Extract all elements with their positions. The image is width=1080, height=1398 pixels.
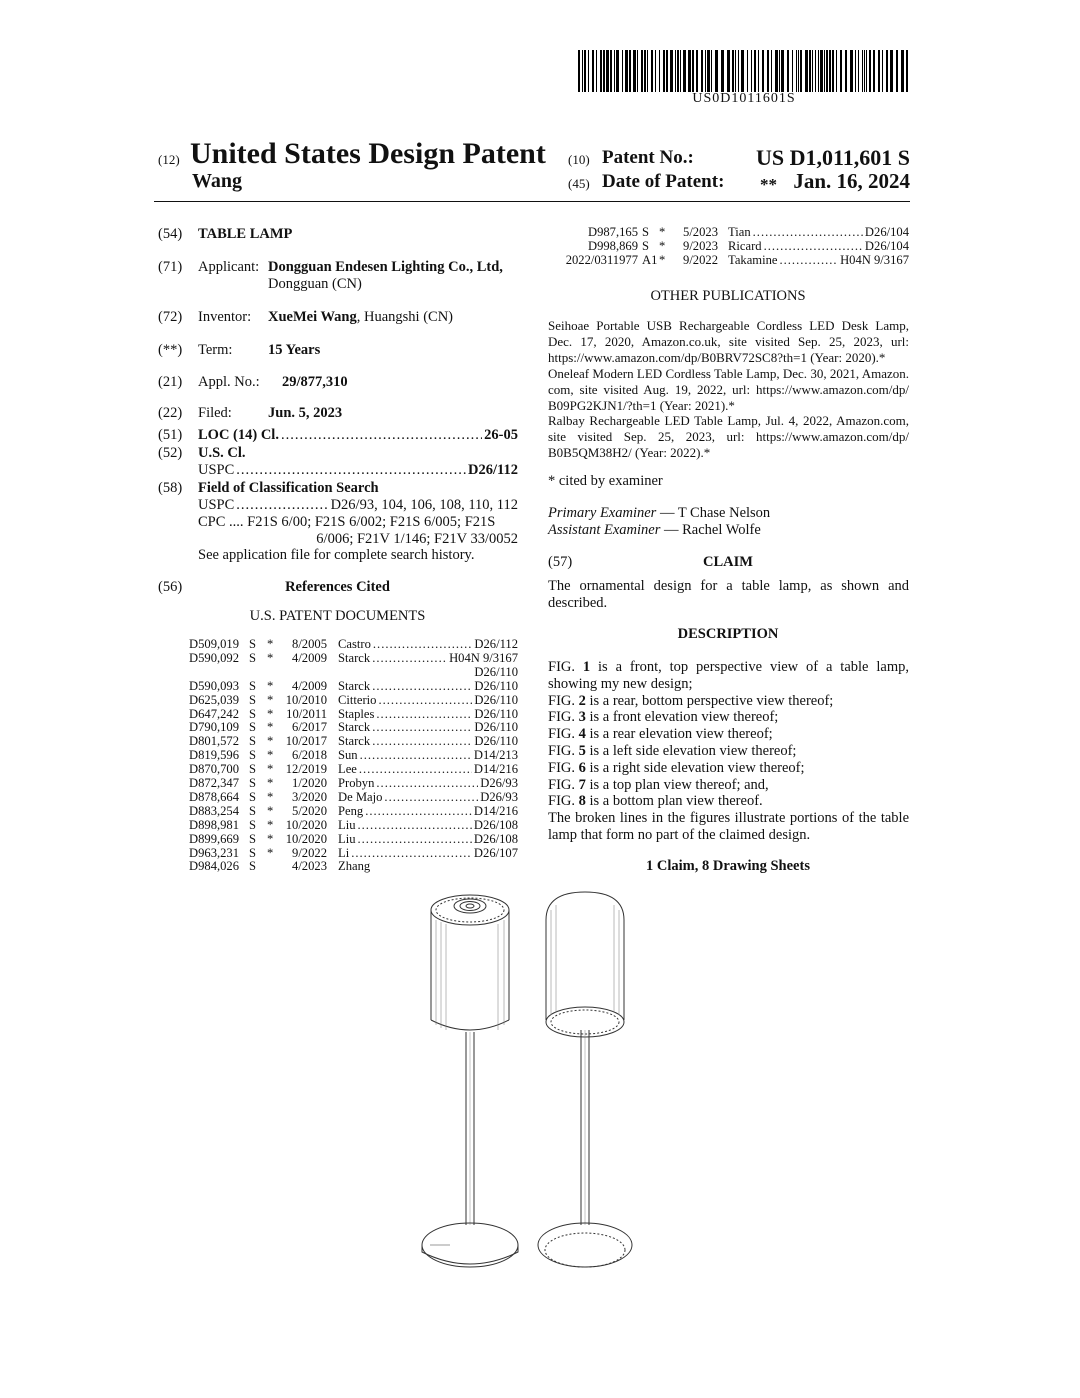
us-cl-label: U.S. Cl. <box>198 445 246 461</box>
reference-row <box>189 846 518 860</box>
ref-class: H04N 9/3167 <box>840 252 909 267</box>
ref-name-line <box>338 707 518 721</box>
references-cited-heading: References Cited <box>285 579 390 595</box>
fig-prefix: FIG. <box>548 659 583 675</box>
ref-name: Lee <box>338 762 357 777</box>
ref-number: D790,109 <box>189 720 240 735</box>
figure-descriptions <box>548 659 909 844</box>
ref-star: * <box>267 789 274 804</box>
ref-star: * <box>267 650 274 665</box>
filed-label: Filed: <box>198 405 232 421</box>
ref-star: * <box>659 252 666 267</box>
reference-row <box>189 790 518 804</box>
search-uspc-label: USPC <box>198 497 235 513</box>
reference-row <box>189 804 518 818</box>
document-title: United States Design Patent <box>190 137 546 170</box>
ref-class: D26/93 <box>480 776 518 790</box>
ref-name: Liu <box>338 817 356 832</box>
ref-star: * <box>267 706 274 721</box>
barcode <box>578 50 910 92</box>
ref-number: D872,347 <box>189 776 240 790</box>
ref-kind: S <box>249 748 257 763</box>
ref-name-line <box>338 693 518 707</box>
ref-name: Sun <box>338 748 358 763</box>
fig-number: 1 <box>582 659 591 675</box>
cpc-line-1: CPC .... F21S 6/00; F21S 6/002; F21S 6/005; F21S <box>198 514 496 530</box>
figure-description <box>548 693 909 710</box>
inventor-label: Inventor: <box>198 309 252 325</box>
field-58-code: (58) <box>158 480 183 496</box>
ref-number: D963,231 <box>189 845 240 860</box>
ref-date: 8/2005 <box>292 637 327 651</box>
ref-class: D26/93 <box>480 789 518 804</box>
ref-star: * <box>267 803 274 818</box>
term-code: (**) <box>158 342 183 358</box>
inventor-city: , Huangshi (CN) <box>356 309 454 325</box>
ref-date: 3/2020 <box>292 789 327 804</box>
reference-row <box>189 734 518 748</box>
ref-number: D801,572 <box>189 734 240 749</box>
ref-name: Probyn <box>338 776 375 790</box>
appl-no-value: 29/877,310 <box>282 374 348 390</box>
code-45: (45) <box>568 176 590 191</box>
ref-number: D987,165 <box>587 225 638 239</box>
ref-name: Staples <box>338 706 375 721</box>
ref-number: D625,039 <box>189 692 240 707</box>
ref-name-line <box>338 859 518 873</box>
ref-date: 9/2022 <box>292 845 327 860</box>
ref-name-line <box>728 253 909 267</box>
ref-star: * <box>267 845 274 860</box>
ref-date: 9/2022 <box>683 252 718 267</box>
ref-date: 10/2020 <box>285 831 327 846</box>
fig-number: 4 <box>578 726 586 743</box>
ref-name: Tian <box>728 225 751 239</box>
patent-date: Jan. 16, 2024 <box>793 169 910 193</box>
ref-number: D883,254 <box>189 803 240 818</box>
field-21-code: (21) <box>158 374 183 390</box>
reference-row <box>189 707 518 721</box>
figure-description <box>548 777 909 794</box>
ref-star: * <box>267 734 274 749</box>
code-12: (12) <box>158 152 180 167</box>
ref-star: * <box>267 678 274 693</box>
cpc-line-2: 6/006; F21V 1/146; F21V 33/0052 <box>316 531 518 547</box>
code-10: (10) <box>568 152 590 167</box>
ref-name-line <box>338 637 518 651</box>
ref-kind: S <box>249 734 257 749</box>
ref-kind: S <box>249 762 257 777</box>
search-uspc-line <box>198 497 518 514</box>
loc-class-line <box>198 427 518 444</box>
ref-kind: S <box>249 720 257 735</box>
term-label: Term: <box>198 342 233 358</box>
ref-kind: S <box>642 225 650 239</box>
reference-row <box>189 776 518 790</box>
reference-row-continued <box>189 665 518 679</box>
reference-row <box>189 679 518 693</box>
ref-name-line <box>338 679 518 693</box>
ref-class: D26/108 <box>473 831 518 846</box>
lamp-drawing <box>410 880 650 1290</box>
publication-3: Ralbay Rechargeable LED Table Lamp, Jul. 4, 2022, Amazon.com, site visited Sep. 25, 2023, url: https://www.amazon.com/dp/ B0B5QM38H2/ (Year: 2022).* <box>548 413 909 461</box>
ref-class: D14/213 <box>473 748 518 763</box>
ref-class: D14/216 <box>473 803 518 818</box>
invention-title: TABLE LAMP <box>198 226 293 242</box>
ref-number: D984,026 <box>189 859 240 874</box>
fig-number: 2 <box>578 692 586 709</box>
figure-description <box>548 743 909 760</box>
reference-row <box>548 253 909 267</box>
ref-name: Takamine <box>728 252 778 267</box>
ref-name-line <box>338 748 518 762</box>
ref-name: Castro <box>338 637 371 651</box>
field-search-label: Field of Classification Search <box>198 480 379 496</box>
ref-name-line <box>338 804 518 818</box>
ref-name: Citterio <box>338 692 377 707</box>
field-57-code: (57) <box>548 554 573 570</box>
figure-description <box>548 760 909 777</box>
ref-kind: S <box>642 238 650 253</box>
ref-date: 4/2009 <box>292 678 327 693</box>
fig-text: is a right side elevation view thereof; <box>585 759 805 776</box>
figure-description <box>548 709 909 726</box>
ref-kind: S <box>249 817 257 832</box>
filed-date: Jun. 5, 2023 <box>268 405 343 421</box>
fig-text: is a rear elevation view thereof; <box>585 726 773 743</box>
publication-1: Seihoae Portable USB Rechargeable Cordless LED Desk Lamp, Dec. 17, 2020, Amazon.co.uk, site visited Sep. 25, 2023, url: https://www.amazon.com/dp/B0BRV72SC8?th=1 (Year: 2020).* <box>548 318 909 365</box>
reference-row <box>189 637 518 651</box>
reference-row <box>189 720 518 734</box>
search-history-note: See application file for complete search history. <box>198 547 475 563</box>
reference-row <box>189 651 518 665</box>
ref-name-line <box>728 225 909 239</box>
fig-text: is a bottom plan view thereof. <box>585 793 763 810</box>
reference-row <box>189 748 518 762</box>
uspc-value: D26/112 <box>468 462 518 478</box>
ref-star: * <box>267 831 274 846</box>
date-label: Date of Patent: <box>602 171 725 192</box>
ref-name-line <box>338 832 518 846</box>
figure-description <box>548 793 909 810</box>
ref-kind: S <box>249 845 257 860</box>
patent-number: US D1,011,601 S <box>755 145 910 170</box>
uspc-label: USPC <box>198 462 235 478</box>
ref-star: * <box>267 762 274 777</box>
ref-date: 6/2018 <box>292 748 327 763</box>
ref-number: D998,869 <box>587 238 638 253</box>
ref-class: D26/112 <box>474 637 518 651</box>
ref-star: * <box>659 225 666 239</box>
primary-examiner <box>548 505 770 522</box>
ref-date: 4/2009 <box>292 650 327 665</box>
ref-kind: S <box>249 637 257 651</box>
publication-2: Oneleaf Modern LED Cordless Table Lamp, Dec. 30, 2021, Amazon. com, site visited Aug. 19, 2022, url: https://www.amazon.com/dp/ B09PG2KJN1/?th=1 (Year: 2021).* <box>548 365 909 413</box>
applicant-name: Dongguan Endesen Lighting Co., Ltd, <box>268 259 503 275</box>
field-54-code: (54) <box>158 226 183 242</box>
ref-class: D26/110 <box>474 664 518 679</box>
assistant-examiner-label: Assistant Examiner <box>548 522 661 538</box>
fig-number: 8 <box>578 793 586 810</box>
ref-kind: S <box>249 650 257 665</box>
ref-date: 9/2023 <box>683 238 718 253</box>
ref-name: Ricard <box>728 238 762 253</box>
ref-number: D647,242 <box>189 706 240 721</box>
ref-date: 4/2023 <box>292 859 327 874</box>
us-patent-docs-heading: U.S. PATENT DOCUMENTS <box>249 608 426 624</box>
ref-kind: A1 <box>642 252 658 267</box>
ref-number: D898,981 <box>189 817 240 832</box>
patent-no-label: Patent No.: <box>602 147 694 168</box>
ref-date: 6/2017 <box>292 720 327 735</box>
ref-date: 5/2023 <box>683 225 718 239</box>
fig-prefix: FIG. <box>548 793 579 810</box>
fig-text: is a front, top perspective view of a table lamp, showing my new design; <box>548 659 909 692</box>
reference-row <box>189 762 518 776</box>
inventor-surname: Wang <box>192 170 243 192</box>
ref-name: Starck <box>338 720 371 735</box>
ref-number: D899,669 <box>189 831 240 846</box>
field-51-code: (51) <box>158 427 183 443</box>
field-52-code: (52) <box>158 445 183 461</box>
ref-name: Peng <box>338 803 364 818</box>
reference-row <box>189 832 518 846</box>
ref-name: Li <box>338 845 350 860</box>
loc-label: LOC (14) Cl. <box>198 427 279 443</box>
ref-class: D26/110 <box>474 692 518 707</box>
ref-date: 10/2020 <box>285 817 327 832</box>
ref-kind: S <box>249 678 257 693</box>
ref-date: 10/2011 <box>286 706 327 721</box>
fig-text: is a rear, bottom perspective view thereof; <box>585 692 834 709</box>
inventor-name: XueMei Wang <box>268 309 357 325</box>
ref-class: D26/108 <box>473 817 518 832</box>
fig-number: 5 <box>578 742 586 759</box>
ref-class: H04N 9/3167 <box>449 650 518 665</box>
fig-prefix: FIG. <box>548 742 579 759</box>
ref-date: 12/2019 <box>285 762 327 777</box>
ref-number: D509,019 <box>189 637 240 651</box>
fig-text: is a left side elevation view thereof; <box>585 742 797 759</box>
claim-text: The ornamental design for a table lamp, as shown and described. <box>548 578 909 611</box>
ref-class: D26/104 <box>864 225 909 239</box>
ref-star: * <box>267 817 274 832</box>
ref-name: Zhang <box>338 859 371 874</box>
lamp-rear-bottom-view <box>538 892 632 1267</box>
ref-name-line <box>338 846 518 860</box>
ref-star: * <box>267 720 274 735</box>
figure-description <box>548 659 909 693</box>
ref-kind: S <box>249 803 257 818</box>
ref-star: * <box>267 748 274 763</box>
ref-kind: S <box>249 776 257 790</box>
ref-class: D26/110 <box>474 706 518 721</box>
fig-prefix: FIG. <box>548 726 579 743</box>
primary-examiner-label: Primary Examiner <box>548 505 657 521</box>
assistant-examiner <box>548 522 761 539</box>
fig-text: is a front elevation view thereof; <box>585 709 779 726</box>
reference-row <box>189 859 518 873</box>
ref-kind: S <box>249 789 257 804</box>
fig-prefix: FIG. <box>548 759 579 776</box>
description-heading: DESCRIPTION <box>677 626 779 642</box>
ref-date: 5/2020 <box>292 803 327 818</box>
fig-prefix: FIG. <box>548 692 579 709</box>
fig-number: 6 <box>578 759 586 776</box>
ref-name-line <box>338 818 518 832</box>
broken-lines-note: The broken lines in the figures illustrate portions of the table lamp that form no part of the claimed design. <box>548 810 909 843</box>
date-mark: ** <box>760 175 777 194</box>
ref-name-line <box>338 762 518 776</box>
ref-number: D590,093 <box>189 678 240 693</box>
ref-name-line <box>338 776 518 790</box>
fig-number: 3 <box>578 709 586 726</box>
applicant-label: Applicant: <box>198 259 260 275</box>
ref-name-line <box>338 734 518 748</box>
ref-kind: S <box>249 831 257 846</box>
ref-class: D14/216 <box>473 762 518 777</box>
ref-date: 10/2010 <box>285 692 327 707</box>
claim-heading: CLAIM <box>703 554 753 570</box>
reference-row <box>548 225 909 239</box>
fig-prefix: FIG. <box>548 709 579 726</box>
barcode-number: US0D1011601S <box>692 91 796 106</box>
fig-number: 7 <box>578 776 586 793</box>
ref-star: * <box>267 692 274 707</box>
ref-name: Starck <box>338 650 371 665</box>
ref-name: Liu <box>338 831 356 846</box>
ref-class: D26/110 <box>474 678 518 693</box>
ref-star: * <box>267 776 274 790</box>
claims-sheets-count: 1 Claim, 8 Drawing Sheets <box>646 858 810 874</box>
ref-name-line <box>728 239 909 253</box>
inventor-line <box>268 309 453 326</box>
figure-description <box>548 726 909 743</box>
appl-no-label: Appl. No.: <box>198 374 260 390</box>
ref-class: D26/104 <box>864 238 909 253</box>
reference-row <box>189 818 518 832</box>
reference-row <box>189 693 518 707</box>
header-rule <box>154 201 910 202</box>
cited-by-examiner: * cited by examiner <box>548 473 663 489</box>
ref-date: 10/2017 <box>285 734 327 749</box>
primary-examiner-name: — T Chase Nelson <box>656 505 771 521</box>
reference-row <box>548 239 909 253</box>
lamp-front-top-view <box>422 895 518 1267</box>
ref-kind: S <box>249 706 257 721</box>
applicant-city: Dongguan (CN) <box>268 276 362 292</box>
ref-name: De Majo <box>338 789 383 804</box>
ref-name: Starck <box>338 678 371 693</box>
ref-star: * <box>659 238 666 253</box>
ref-name: Starck <box>338 734 371 749</box>
fig-text: is a top plan view thereof; and, <box>585 776 769 793</box>
other-publications <box>548 318 909 461</box>
field-71-code: (71) <box>158 259 183 275</box>
ref-class: D26/110 <box>474 720 518 735</box>
ref-class: D26/107 <box>473 845 518 860</box>
field-22-code: (22) <box>158 405 183 421</box>
ref-number: 2022/0311977 <box>565 252 638 267</box>
ref-date: 1/2020 <box>292 776 327 790</box>
ref-name-line <box>338 720 518 734</box>
ref-name-line <box>338 651 518 665</box>
fig-prefix: FIG. <box>548 776 579 793</box>
assistant-examiner-name: — Rachel Wolfe <box>660 522 761 538</box>
loc-value: 26-05 <box>484 427 518 443</box>
ref-class: D26/110 <box>474 734 518 749</box>
ref-number: D870,700 <box>189 762 240 777</box>
field-72-code: (72) <box>158 309 183 325</box>
ref-kind: S <box>249 692 257 707</box>
uspc-line <box>198 462 518 479</box>
ref-star: * <box>267 637 274 651</box>
ref-number: D590,092 <box>189 650 240 665</box>
ref-number: D878,664 <box>189 789 240 804</box>
ref-kind: S <box>249 859 257 874</box>
ref-number: D819,596 <box>189 748 240 763</box>
ref-name-line <box>338 790 518 804</box>
term-value: 15 Years <box>268 342 321 358</box>
search-uspc-value: D26/93, 104, 106, 108, 110, 112 <box>330 497 518 513</box>
other-publications-heading: OTHER PUBLICATIONS <box>650 288 806 304</box>
field-56-code: (56) <box>158 579 183 595</box>
